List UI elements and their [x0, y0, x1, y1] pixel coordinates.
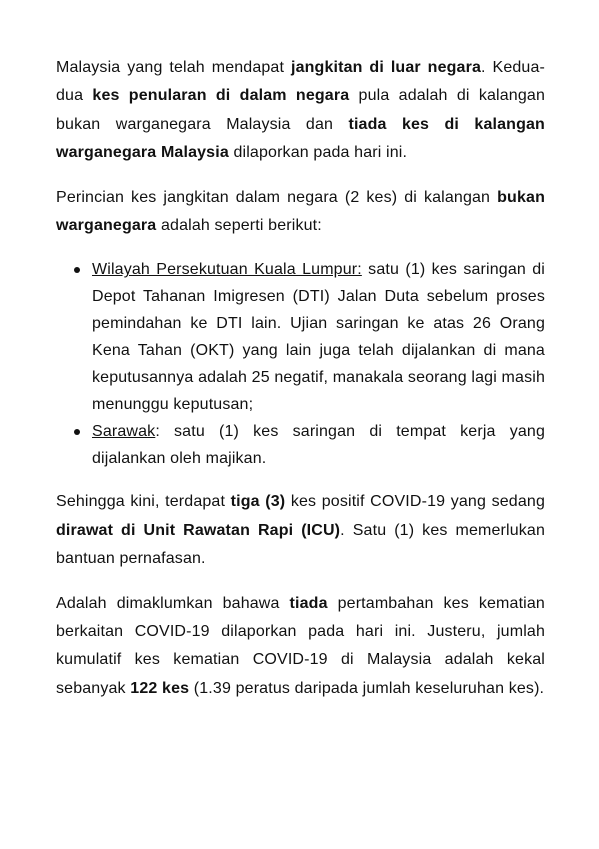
bold-text: dirawat di Unit Rawatan Rapi (ICU) [56, 521, 341, 539]
bullet-label: Wilayah Persekutuan Kuala Lumpur: [92, 261, 362, 279]
paragraph-text: dilaporkan pada hari ini. [228, 144, 408, 162]
paragraph-imported-and-local-cases [56, 54, 545, 168]
bold-text: jangkitan di luar negara [290, 59, 482, 76]
paragraph-text: pula adalah di kalangan bukan warganegara Malaysia dan [56, 87, 546, 133]
bold-text: tiga (3) [230, 493, 286, 511]
paragraph-death-cases [56, 590, 545, 704]
bold-text: tiada [289, 594, 328, 612]
bullet-item-kuala-lumpur [56, 256, 545, 418]
paragraph-text: . Kedua-dua [56, 59, 546, 105]
bullet-item-sarawak [56, 418, 545, 472]
paragraph-text: Adalah dimaklumkan bahawa [56, 594, 290, 612]
bold-text: bukan warganegara [56, 188, 545, 235]
bullet-icon [74, 267, 80, 273]
bullet-label: Sarawak [92, 423, 156, 441]
bold-text: 122 kes [130, 679, 190, 697]
bold-text: tiada kes di kalangan warganegara Malaysia [56, 115, 545, 162]
paragraph-text: (1.39 peratus daripada jumlah keseluruhan kes). [189, 679, 545, 697]
document-page [56, 54, 545, 719]
paragraph-text: Sehingga kini, terdapat [56, 493, 231, 511]
paragraph-text: Perincian kes jangkitan dalam negara (2 kes) di kalangan [56, 188, 498, 206]
paragraph-text: kes positif COVID-19 yang sedang [285, 493, 545, 511]
bullet-icon [74, 429, 80, 435]
paragraph-local-case-details-intro [56, 184, 545, 241]
paragraph-text: adalah seperti berikut: [156, 217, 322, 235]
paragraph-text: . Satu (1) kes memerlukan bantuan pernafasan. [56, 521, 546, 568]
bullet-text: satu (1) kes saringan di Depot Tahanan Imigresen (DTI) Jalan Duta sebelum proses pemindahan ke DTI lain. Ujian saringan ke atas 26 Orang Kena Tahan (OKT) yang lain juga telah dijalankan di mana keputusannya adalah 25 negatif, manakala seorang lagi masih menunggu keputusan; [92, 261, 545, 414]
bold-text: kes penularan di dalam negara [92, 87, 350, 105]
case-bullet-list [56, 256, 545, 472]
bullet-text: : satu (1) kes saringan di tempat kerja yang dijalankan oleh majikan. [92, 423, 545, 468]
paragraph-text: pertambahan kes kematian berkaitan COVID-19 dilaporkan pada hari ini. Justeru, jumlah kumulatif kes kematian COVID-19 di Malaysia adalah kekal sebanyak [56, 594, 545, 697]
paragraph-text: Malaysia yang telah mendapat [56, 59, 291, 76]
paragraph-icu-cases [56, 488, 545, 573]
